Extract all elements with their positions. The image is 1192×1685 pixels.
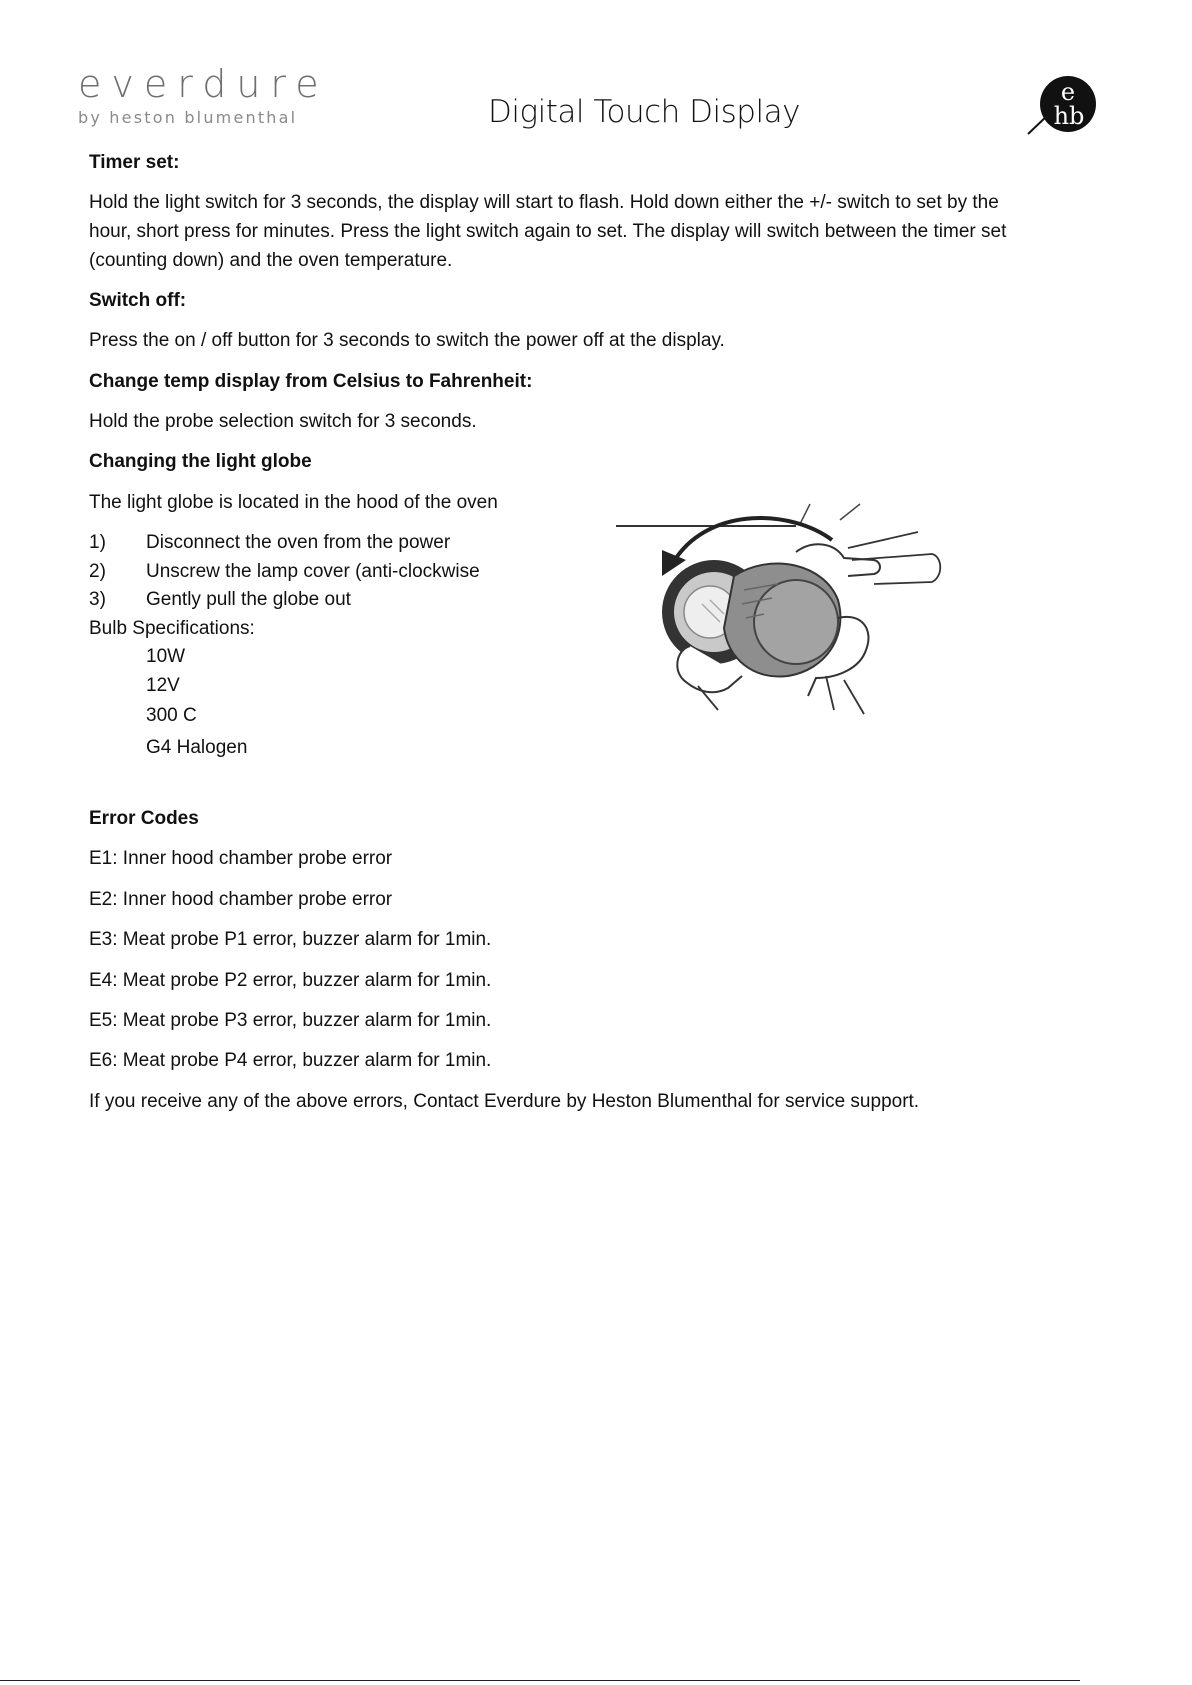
globe-step: [89, 585, 351, 614]
timer-line-2: hour, short press for minutes. Press the light switch again to set. The display will switch between the timer set: [89, 221, 1007, 242]
step-number: 2): [89, 561, 106, 582]
bottom-rule: [0, 1680, 1080, 1681]
globe-heading: Changing the light globe: [89, 451, 312, 472]
monogram-logo-icon: [1026, 72, 1098, 136]
bulb-spec-item: 10W: [146, 646, 186, 667]
brand-tagline: by heston blumenthal: [78, 108, 298, 127]
timer-line-1: Hold the light switch for 3 seconds, the display will start to flash. Hold down either the +/- switch to set by the: [89, 192, 999, 213]
bulb-spec-item: 300 C: [146, 705, 197, 726]
monogram-letter-e: e: [1060, 78, 1076, 106]
monogram-letters-hb: hb: [1053, 102, 1085, 130]
switch-off-heading: Switch off:: [89, 290, 187, 311]
brand-name: everdure: [78, 62, 329, 106]
error-code-item: E1: Inner hood chamber probe error: [89, 848, 393, 869]
globe-step: [89, 528, 450, 557]
timer-line-3: (counting down) and the oven temperature.: [89, 250, 453, 271]
globe-intro: The light globe is located in the hood of the oven: [89, 492, 498, 513]
bulb-spec-item: 12V: [146, 675, 180, 696]
motion-tick: [840, 504, 860, 520]
error-code-item: E3: Meat probe P1 error, buzzer alarm for 1min.: [89, 929, 492, 950]
step-text: Disconnect the oven from the power: [146, 532, 451, 553]
page-title: Digital Touch Display: [488, 94, 800, 130]
brand-logo: [78, 64, 329, 127]
step-text: Unscrew the lamp cover (anti-clockwise: [146, 561, 480, 582]
timer-heading: Timer set:: [89, 152, 180, 173]
step-text: Gently pull the globe out: [146, 589, 351, 610]
error-code-item: E6: Meat probe P4 error, buzzer alarm for 1min.: [89, 1050, 492, 1071]
error-codes-heading: Error Codes: [89, 808, 199, 829]
globe-step: [89, 557, 480, 586]
error-code-item: E2: Inner hood chamber probe error: [89, 889, 393, 910]
error-code-item: E4: Meat probe P2 error, buzzer alarm for 1min.: [89, 970, 492, 991]
bulb-spec-label: Bulb Specifications:: [89, 618, 255, 639]
lamp-cover-illustration: [612, 500, 957, 716]
step-number: 3): [89, 589, 106, 610]
error-footer-note: If you receive any of the above errors, Contact Everdure by Heston Blumenthal for service support.: [89, 1091, 920, 1112]
step-number: 1): [89, 532, 106, 553]
error-code-item: E5: Meat probe P3 error, buzzer alarm for 1min.: [89, 1010, 492, 1031]
motion-tick: [800, 504, 810, 524]
temp-display-text: Hold the probe selection switch for 3 seconds.: [89, 411, 477, 432]
switch-off-text: Press the on / off button for 3 seconds to switch the power off at the display.: [89, 330, 725, 351]
temp-display-heading: Change temp display from Celsius to Fahrenheit:: [89, 371, 533, 392]
bulb-spec-item: G4 Halogen: [146, 737, 248, 758]
